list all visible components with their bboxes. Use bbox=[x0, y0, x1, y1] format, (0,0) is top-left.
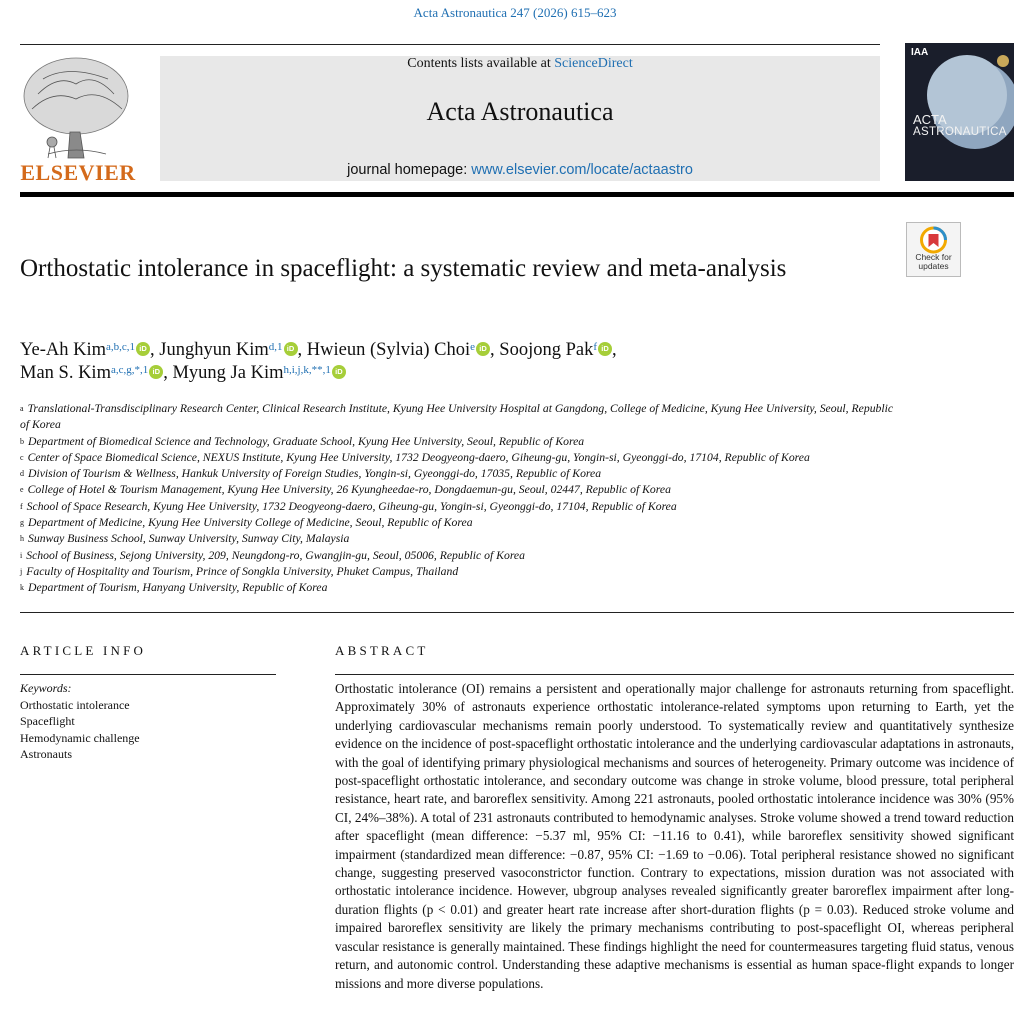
orcid-icon[interactable]: iD bbox=[284, 342, 298, 356]
keyword-item: Hemodynamic challenge bbox=[20, 730, 140, 745]
cover-society-logo: IAA bbox=[911, 47, 929, 58]
article-info-heading: ARTICLE INFO bbox=[20, 643, 147, 658]
affiliation-text: School of Business, Sejong University, 209, Neungdong-ro, Gwangjin-gu, Seoul, 05006, Republic of Korea bbox=[26, 548, 525, 562]
top-divider bbox=[20, 44, 880, 45]
affiliation-label: c bbox=[20, 452, 24, 462]
affiliation-item bbox=[20, 450, 900, 466]
keyword-item: Spaceflight bbox=[20, 714, 75, 728]
author-affil-sup[interactable]: d,1 bbox=[268, 341, 283, 353]
affiliation-label: e bbox=[20, 485, 24, 495]
affiliation-item bbox=[20, 531, 900, 547]
affiliations-list bbox=[20, 401, 900, 597]
sciencedirect-link[interactable]: ScienceDirect bbox=[554, 56, 633, 71]
author-name[interactable]: Ye-Ah Kim bbox=[20, 340, 107, 360]
journal-name: Acta Astronautica bbox=[426, 97, 614, 126]
author-name[interactable]: Myung Ja Kim bbox=[172, 363, 284, 383]
section-divider bbox=[20, 612, 1014, 613]
check-updates-icon bbox=[907, 225, 960, 255]
affiliation-item bbox=[20, 466, 900, 482]
journal-cover[interactable] bbox=[905, 43, 1014, 181]
affiliation-label: a bbox=[20, 404, 24, 413]
abstract-rule bbox=[335, 674, 1014, 675]
affiliation-text: Translational-Transdisciplinary Research Center, Clinical Research Institute, Kyung Hee University Hospital at Gangdong, College of Medicine, Kyung Hee University, Seoul, Republic of Korea bbox=[20, 402, 894, 432]
check-updates-label: Check for updates bbox=[915, 252, 952, 271]
abstract-text: Orthostatic intolerance (OI) remains a persistent and operationally major challenge for astronauts returning from spaceflight. Approximately 30% of astronauts experience orthostatic intolerance-related symptoms upon returning to Earth, yet the underlying cardiovascular mechanisms remain poorly understood. To systematically review and quantitatively synthesize evidence on the incidence of post-spaceflight orthostatic intolerance and the underlying cardiovascular adaptations in astronauts, with the goal of identifying primary physiological mechanisms and sources of heterogeneity. Primary outcome was incidence of post-spaceflight orthostatic intolerance, and secondary outcome was change in stroke volume, blood pressure, total peripheral resistance, heart rate, and baroreflex sensitivity. Among 221 astronauts, pooled orthostatic intolerance incidence was 30% (95% CI, 24%–38%). A total of 231 astronauts contributed to hemodynamic analyses. Stroke volume showed a trend toward reduction after spaceflight (mean difference: −5.37 ml, 95% CI: −11.16 to 0.41), while baroreflex sensitivity showed significant impairment (standardized mean difference: −0.87, 95% CI: −1.69 to −0.06). Total peripheral resistance showed no significant change, suggesting preserved vasoconstrictor function. Contrary to expectations, mission duration was not associated with orthostatic intolerance incidence. However, ubgroup analyses revealed significantly greater baroreflex impairment after long-duration flights (p < 0.01) and greater heart rate increase after short-duration flights (p = 0.03). Reduced stroke volume and impaired baroreflex sensitivity are likely the primary mechanisms contributing to post-spaceflight OI, whereas peripheral vascular resistance is generally maintained. These findings highlight the need for countermeasures targeting fluid status, venous return, and autonomic control. Understanding these adaptive mechanisms is essential as human space-flight expands to longer missions and more diverse populations. bbox=[335, 681, 1014, 991]
affiliation-text: Division of Tourism & Wellness, Hankuk University of Foreign Studies, Yongin-si, Gyeonggi-do, 17035, Republic of Korea bbox=[28, 467, 602, 481]
affiliation-text: Center of Space Biomedical Science, NEXUS Institute, Kyung Hee University, 1732 Deogyeong-daero, Giheung-gu, Yongin-si, Gyeonggi-do, 17104, Republic of Korea bbox=[27, 450, 810, 464]
author-name[interactable]: Junghyun Kim bbox=[159, 340, 269, 360]
keywords-label: Keywords: bbox=[20, 681, 72, 695]
author-name[interactable]: Hwieun (Sylvia) Choi bbox=[306, 340, 471, 360]
journal-homepage bbox=[160, 162, 880, 178]
author-affil-sup[interactable]: e bbox=[470, 341, 476, 353]
affiliation-text: Faculty of Hospitality and Tourism, Prince of Songkla University, Phuket Campus, Thailand bbox=[26, 564, 459, 578]
author-affil-sup[interactable]: a,c,g,*,1 bbox=[110, 364, 149, 376]
affiliation-label: d bbox=[20, 469, 24, 479]
keywords-block bbox=[20, 680, 276, 763]
contents-prefix: Contents lists available at bbox=[407, 56, 551, 71]
author-affil-sup[interactable]: a,b,c,1 bbox=[106, 341, 136, 353]
orcid-icon[interactable]: iD bbox=[149, 365, 163, 379]
affiliation-item bbox=[20, 548, 900, 564]
affiliation-text: Department of Biomedical Science and Technology, Graduate School, Kyung Hee University, Seoul, Republic of Korea bbox=[28, 434, 585, 448]
affiliation-label: j bbox=[20, 566, 23, 576]
affiliation-text: School of Space Research, Kyung Hee University, 1732 Deogyeong-daero, Giheung-gu, Yongin-si, Gyeonggi-do, 17104, Republic of Korea bbox=[26, 499, 677, 513]
cover-title-line2: ASTRONAUTICA bbox=[913, 126, 1007, 138]
affiliation-item bbox=[20, 482, 900, 498]
abstract-heading: ABSTRACT bbox=[335, 643, 429, 658]
affiliation-text: Department of Medicine, Kyung Hee University College of Medicine, Seoul, Republic of Korea bbox=[28, 516, 473, 530]
affiliation-text: College of Hotel & Tourism Management, Kyung Hee University, 26 Kyungheedae-ro, Dongdaemun-gu, Seoul, 02447, Republic of Korea bbox=[27, 483, 671, 497]
orcid-icon[interactable]: iD bbox=[598, 342, 612, 356]
affiliation-label: k bbox=[20, 583, 24, 593]
header-thick-rule bbox=[20, 192, 1014, 197]
affiliation-item bbox=[20, 499, 900, 515]
affiliation-text: Department of Tourism, Hanyang University, Republic of Korea bbox=[28, 581, 328, 595]
author-name[interactable]: Soojong Pak bbox=[499, 340, 594, 360]
affiliation-label: h bbox=[20, 534, 24, 544]
cover-title-line1: ACTA bbox=[913, 112, 947, 127]
orcid-icon[interactable]: iD bbox=[476, 342, 490, 356]
affiliation-item bbox=[20, 564, 900, 580]
elsevier-wordmark: ELSEVIER bbox=[20, 160, 136, 185]
keyword-item: Astronauts bbox=[20, 747, 72, 761]
contents-line bbox=[160, 56, 880, 72]
affiliation-item bbox=[20, 515, 900, 531]
affiliation-text: Sunway Business School, Sunway University, Sunway City, Malaysia bbox=[28, 532, 350, 546]
author-line-2: Man S. Kim$^{a,c,g,*,1}$ iD , Myung Ja Kim$^{h,i,j,k,**,1}$ iD bbox=[20, 361, 346, 385]
homepage-prefix: journal homepage: bbox=[347, 162, 468, 178]
affiliation-item bbox=[20, 401, 900, 434]
journal-citation[interactable]: Acta Astronautica 247 (2026) 615–623 bbox=[413, 5, 617, 20]
homepage-link[interactable]: www.elsevier.com/locate/actaastro bbox=[471, 162, 693, 178]
affiliation-label: b bbox=[20, 436, 24, 446]
keyword-item: Orthostatic intolerance bbox=[20, 697, 130, 712]
author-affil-sup[interactable]: f bbox=[593, 341, 598, 353]
affiliation-label: g bbox=[20, 518, 24, 528]
author-line-1: Ye-Ah Kim$^{a,b,c,1}$ iD , Junghyun Kim$^{d,1}$ iD , Hwieun (Sylvia) Choi$^e$ iD , Soojong Pak$^f$ iD , bbox=[20, 340, 617, 360]
article-title: Orthostatic intolerance in spaceflight: a systematic review and meta-analysis bbox=[20, 255, 787, 282]
author-affil-sup[interactable]: h,i,j,k,**,1 bbox=[283, 364, 331, 376]
affiliation-label: i bbox=[20, 550, 23, 560]
article-info-rule bbox=[20, 674, 276, 675]
affiliation-item bbox=[20, 434, 900, 450]
affiliation-item bbox=[20, 580, 900, 596]
author-name[interactable]: Man S. Kim bbox=[20, 363, 111, 383]
affiliation-label: f bbox=[20, 501, 23, 511]
orcid-icon[interactable]: iD bbox=[136, 342, 150, 356]
orcid-icon[interactable]: iD bbox=[332, 365, 346, 379]
check-for-updates-button[interactable] bbox=[906, 222, 961, 277]
